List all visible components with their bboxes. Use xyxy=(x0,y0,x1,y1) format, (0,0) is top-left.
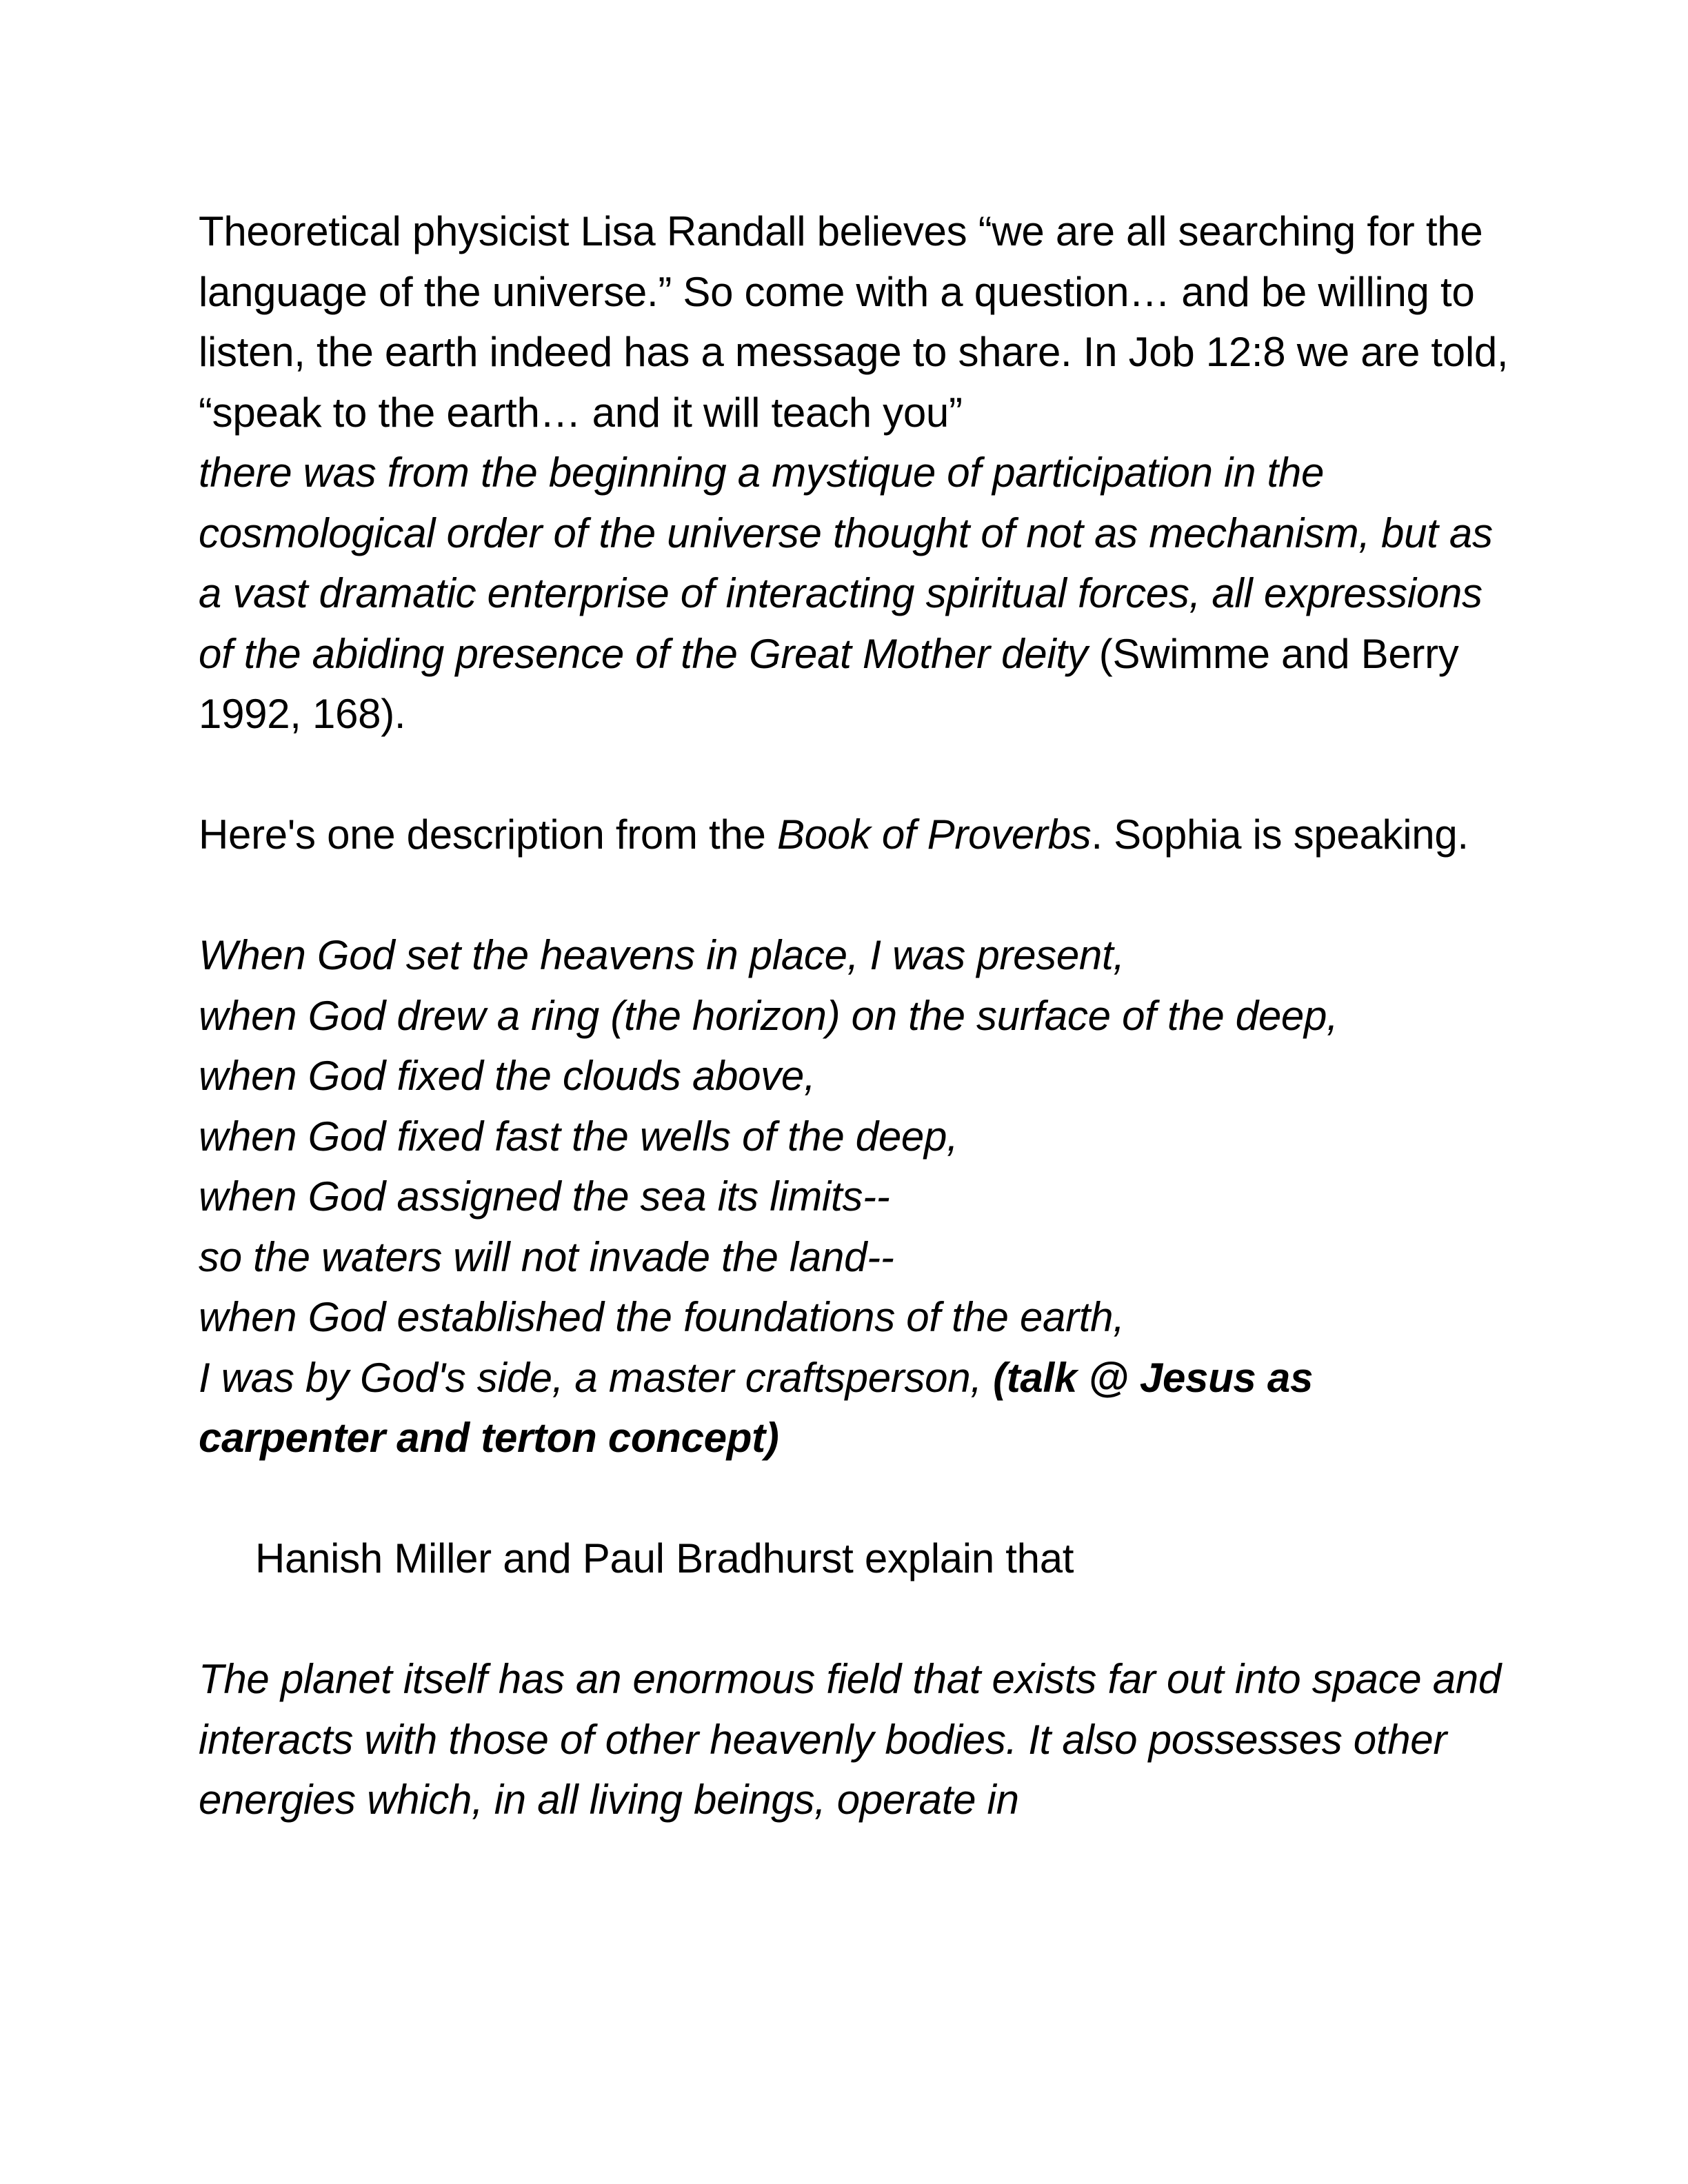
book-title: Book of Proverbs xyxy=(776,811,1092,858)
verse-line: when God fixed the clouds above, xyxy=(199,1053,816,1099)
proverbs-intro-after: . Sophia is speaking. xyxy=(1091,811,1469,858)
proverbs-verse xyxy=(199,925,1509,1468)
authors-intro-paragraph xyxy=(199,1528,1509,1589)
miller-bradhurst-quote xyxy=(199,1649,1509,1830)
quote-citation: (Swimme and Berry 1992, 168). xyxy=(199,630,1459,737)
paragraph-spacer xyxy=(199,745,1509,805)
intro-text: Theoretical physicist Lisa Randall believes “we are all searching for the language of the universe.” So come with a question… and be willing to listen, the earth indeed has a message to share. In Job 12:8 we are told, “speak to the earth… and it will teach you” xyxy=(199,208,1509,436)
document-body xyxy=(199,201,1509,1830)
verse-line: When God set the heavens in place, I was present, xyxy=(199,932,1125,978)
intro-paragraph xyxy=(199,201,1509,443)
verse-line: so the waters will not invade the land-- xyxy=(199,1233,894,1280)
proverbs-intro-paragraph xyxy=(199,805,1509,865)
authors-intro-text: Hanish Miller and Paul Bradhurst explain that xyxy=(255,1535,1074,1581)
paragraph-spacer xyxy=(199,1468,1509,1529)
paragraph-spacer xyxy=(199,865,1509,926)
verse-line: when God drew a ring (the horizon) on the surface of the deep, xyxy=(199,992,1338,1039)
verse-line: when God assigned the sea its limits-- xyxy=(199,1173,890,1220)
verse-line: when God established the foundations of the earth, xyxy=(199,1294,1125,1340)
proverbs-intro-before: Here's one description from the xyxy=(199,811,777,858)
paragraph-spacer xyxy=(199,1589,1509,1650)
quote-italic-text: there was from the beginning a mystique of participation in the cosmological order of the universe thought of not as mechanism, but as a vast dramatic enterprise of interacting spiritual forces, all expressions of the abiding presence of the Great Mother deity xyxy=(199,449,1493,677)
verse-note: (talk @ Jesus as carpenter and terton concept) xyxy=(199,1354,1314,1461)
quote2-text: The planet itself has an enormous field that exists far out into space and interacts with those of other heavenly bodies. It also possesses other energies which, in all living beings, operate in xyxy=(199,1656,1501,1823)
verse-line: when God fixed fast the wells of the deep, xyxy=(199,1113,958,1160)
swimme-berry-quote xyxy=(199,443,1509,745)
verse-last-line-text: I was by God's side, a master craftsperson, xyxy=(199,1354,994,1401)
verse-last-line xyxy=(199,1355,1313,1462)
